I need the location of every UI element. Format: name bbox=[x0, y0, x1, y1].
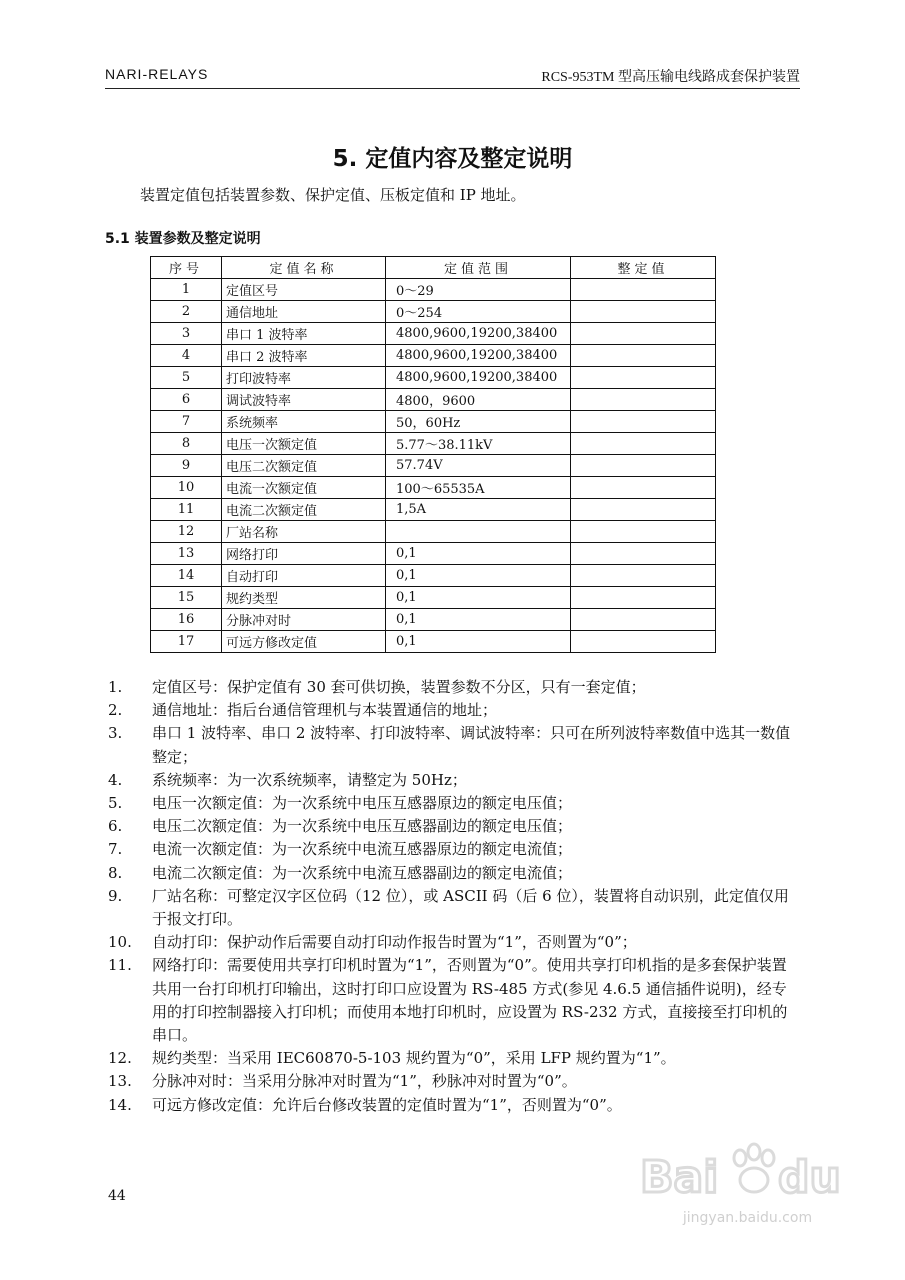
cell-value bbox=[571, 587, 716, 609]
cell-name: 定值区号 bbox=[222, 279, 386, 301]
table-row bbox=[151, 389, 716, 411]
note-item bbox=[108, 769, 798, 792]
notes-list bbox=[108, 676, 798, 1117]
cell-range: 0～29 bbox=[386, 279, 571, 301]
cell-range: 0,1 bbox=[386, 565, 571, 587]
note-item bbox=[108, 1070, 798, 1093]
table-row bbox=[151, 477, 716, 499]
note-text: 串口 1 波特率、串口 2 波特率、打印波特率、调试波特率：只可在所列波特率数值中选其一数值整定； bbox=[152, 724, 791, 766]
col-header-name: 定值名称 bbox=[222, 257, 386, 279]
table-body bbox=[151, 279, 716, 653]
cell-range bbox=[386, 521, 571, 543]
note-text: 自动打印：保护动作后需要自动打印动作报告时置为“1”，否则置为“0”； bbox=[152, 933, 637, 952]
note-item bbox=[108, 885, 798, 931]
cell-no: 13 bbox=[151, 543, 222, 565]
cell-range: 50，60Hz bbox=[386, 411, 571, 433]
table-row bbox=[151, 455, 716, 477]
cell-value bbox=[571, 345, 716, 367]
note-number: 11. bbox=[108, 956, 132, 975]
note-number: 5. bbox=[108, 794, 123, 813]
cell-no: 15 bbox=[151, 587, 222, 609]
cell-no: 10 bbox=[151, 477, 222, 499]
cell-name: 调试波特率 bbox=[222, 389, 386, 411]
note-text: 电压一次额定值：为一次系统中电压互感器原边的额定电压值； bbox=[152, 794, 573, 813]
note-number: 9. bbox=[108, 886, 123, 905]
cell-no: 5 bbox=[151, 367, 222, 389]
cell-no: 9 bbox=[151, 455, 222, 477]
col-header-value: 整定值 bbox=[571, 257, 716, 279]
table-row bbox=[151, 411, 716, 433]
note-number: 12. bbox=[108, 1049, 132, 1068]
cell-value bbox=[571, 455, 716, 477]
cell-no: 8 bbox=[151, 433, 222, 455]
cell-no: 2 bbox=[151, 301, 222, 323]
cell-value bbox=[571, 477, 716, 499]
note-number: 10. bbox=[108, 933, 132, 952]
cell-value bbox=[571, 411, 716, 433]
svg-text:du: du bbox=[778, 1152, 841, 1203]
section-heading: 5.1 装置参数及整定说明 bbox=[105, 231, 261, 247]
table-row bbox=[151, 279, 716, 301]
cell-name: 网络打印 bbox=[222, 543, 386, 565]
table-header-row bbox=[151, 257, 716, 279]
table-row bbox=[151, 367, 716, 389]
cell-name: 打印波特率 bbox=[222, 367, 386, 389]
header-left: NARI-RELAYS bbox=[105, 66, 209, 82]
cell-range: 0,1 bbox=[386, 609, 571, 631]
cell-name: 分脉冲对时 bbox=[222, 609, 386, 631]
note-text: 通信地址：指后台通信管理机与本装置通信的地址； bbox=[152, 701, 498, 720]
intro-paragraph: 装置定值包括装置参数、保护定值、压板定值和 IP 地址。 bbox=[140, 186, 526, 204]
note-text: 厂站名称：可整定汉字区位码（12 位），或 ASCII 码（后 6 位），装置将自动识别，此定值仅用于报文打印。 bbox=[152, 886, 789, 929]
note-text: 定值区号：保护定值有 30 套可供切换，装置参数不分区，只有一套定值； bbox=[152, 678, 646, 696]
cell-name: 串口 1 波特率 bbox=[222, 323, 386, 345]
cell-range: 1,5A bbox=[386, 499, 571, 521]
table-row bbox=[151, 323, 716, 345]
cell-value bbox=[571, 521, 716, 543]
cell-name: 系统频率 bbox=[222, 411, 386, 433]
table-row bbox=[151, 345, 716, 367]
note-text: 规约类型：当采用 IEC60870-5-103 规约置为“0”，采用 LFP 规约置为“1”。 bbox=[152, 1049, 676, 1068]
note-number: 3. bbox=[108, 724, 123, 743]
note-number: 14. bbox=[108, 1095, 132, 1114]
cell-range: 4800，9600 bbox=[386, 389, 571, 411]
cell-name: 自动打印 bbox=[222, 565, 386, 587]
cell-range: 0,1 bbox=[386, 631, 571, 653]
table-row bbox=[151, 521, 716, 543]
cell-name: 电压二次额定值 bbox=[222, 455, 386, 477]
cell-no: 3 bbox=[151, 323, 222, 345]
note-text: 分脉冲对时：当采用分脉冲对时置为“1”，秒脉冲对时置为“0”。 bbox=[152, 1072, 577, 1091]
cell-value bbox=[571, 609, 716, 631]
table-row bbox=[151, 499, 716, 521]
table-row bbox=[151, 609, 716, 631]
cell-value bbox=[571, 279, 716, 301]
note-item bbox=[108, 815, 798, 838]
cell-range: 57.74V bbox=[386, 455, 571, 477]
note-item bbox=[108, 954, 798, 1047]
cell-name: 通信地址 bbox=[222, 301, 386, 323]
note-text: 电流二次额定值：为一次系统中电流互感器副边的额定电流值； bbox=[152, 863, 573, 882]
note-text: 电流一次额定值：为一次系统中电流互感器原边的额定电流值； bbox=[152, 840, 573, 859]
table-row bbox=[151, 301, 716, 323]
page-number: 44 bbox=[108, 1188, 126, 1204]
chapter-title: 5. 定值内容及整定说明 bbox=[332, 146, 573, 172]
note-item bbox=[108, 699, 798, 722]
cell-name: 厂站名称 bbox=[222, 521, 386, 543]
cell-value bbox=[571, 433, 716, 455]
header-divider bbox=[105, 88, 800, 89]
cell-range: 0～254 bbox=[386, 301, 571, 323]
baidu-watermark bbox=[640, 1140, 855, 1240]
cell-value bbox=[571, 543, 716, 565]
cell-name: 电压一次额定值 bbox=[222, 433, 386, 455]
note-number: 4. bbox=[108, 770, 123, 789]
note-number: 6. bbox=[108, 817, 123, 836]
cell-range: 4800,9600,19200,38400 bbox=[386, 323, 571, 345]
cell-range: 4800,9600,19200,38400 bbox=[386, 367, 571, 389]
cell-value bbox=[571, 389, 716, 411]
watermark-url: jingyan.baidu.com bbox=[682, 1210, 813, 1226]
note-item bbox=[108, 862, 798, 885]
note-number: 1. bbox=[108, 678, 123, 696]
cell-value bbox=[571, 565, 716, 587]
table-row bbox=[151, 565, 716, 587]
note-number: 7. bbox=[108, 840, 123, 859]
note-item bbox=[108, 1094, 798, 1117]
cell-value bbox=[571, 323, 716, 345]
cell-no: 17 bbox=[151, 631, 222, 653]
table-row bbox=[151, 631, 716, 653]
cell-name: 串口 2 波特率 bbox=[222, 345, 386, 367]
baidu-paw-logo-icon bbox=[640, 1140, 855, 1210]
cell-name: 电流二次额定值 bbox=[222, 499, 386, 521]
note-item bbox=[108, 722, 798, 768]
note-text: 系统频率：为一次系统频率，请整定为 50Hz； bbox=[152, 770, 467, 789]
note-item bbox=[108, 838, 798, 861]
table-row bbox=[151, 543, 716, 565]
svg-text:Bai: Bai bbox=[640, 1152, 719, 1203]
cell-value bbox=[571, 301, 716, 323]
col-header-no: 序号 bbox=[151, 257, 222, 279]
cell-value bbox=[571, 631, 716, 653]
table-row bbox=[151, 587, 716, 609]
table-row bbox=[151, 433, 716, 455]
cell-range: 4800,9600,19200,38400 bbox=[386, 345, 571, 367]
cell-name: 可远方修改定值 bbox=[222, 631, 386, 653]
cell-no: 6 bbox=[151, 389, 222, 411]
note-text: 电压二次额定值：为一次系统中电压互感器副边的额定电压值； bbox=[152, 817, 573, 836]
note-item bbox=[108, 676, 798, 699]
col-header-range: 定值范围 bbox=[386, 257, 571, 279]
note-item bbox=[108, 792, 798, 815]
cell-range: 100～65535A bbox=[386, 477, 571, 499]
note-number: 8. bbox=[108, 863, 123, 882]
note-text: 可远方修改定值：允许后台修改装置的定值时置为“1”，否则置为“0”。 bbox=[152, 1095, 622, 1114]
cell-no: 14 bbox=[151, 565, 222, 587]
cell-no: 7 bbox=[151, 411, 222, 433]
note-text: 网络打印：需要使用共享打印机时置为“1”，否则置为“0”。使用共享打印机指的是多套保护装置共用一台打印机打印输出，这时打印口应设置为 RS-485 方式(参见 4.6.5 通信插件说明)，经专用的打印控制器接入打印机；而使用本地打印机时，应设置为 RS-232 方式，直接接至打印机的串口。 bbox=[152, 956, 788, 1045]
cell-no: 1 bbox=[151, 279, 222, 301]
note-item bbox=[108, 931, 798, 954]
cell-value bbox=[571, 367, 716, 389]
cell-no: 16 bbox=[151, 609, 222, 631]
cell-range: 0,1 bbox=[386, 587, 571, 609]
cell-range: 0,1 bbox=[386, 543, 571, 565]
note-number: 13. bbox=[108, 1072, 132, 1091]
cell-name: 规约类型 bbox=[222, 587, 386, 609]
cell-range: 5.77～38.11kV bbox=[386, 433, 571, 455]
parameter-table bbox=[150, 256, 716, 653]
cell-no: 12 bbox=[151, 521, 222, 543]
note-number: 2. bbox=[108, 701, 123, 720]
cell-name: 电流一次额定值 bbox=[222, 477, 386, 499]
note-item bbox=[108, 1047, 798, 1070]
cell-value bbox=[571, 499, 716, 521]
cell-no: 11 bbox=[151, 499, 222, 521]
header-right: RCS-953TM 型高压输电线路成套保护装置 bbox=[541, 70, 800, 85]
cell-no: 4 bbox=[151, 345, 222, 367]
